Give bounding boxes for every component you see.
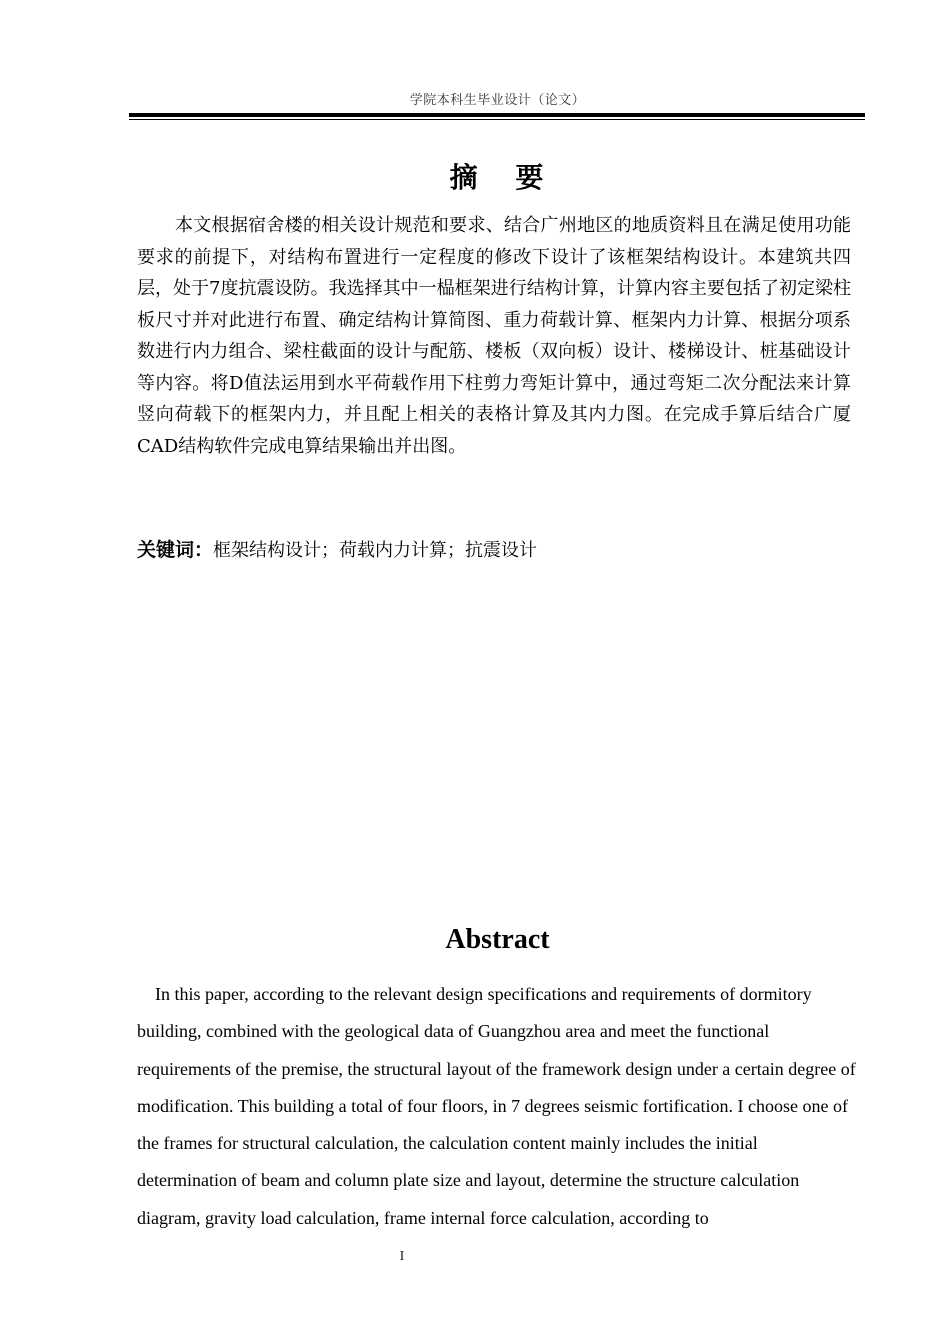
running-header: 学院本科生毕业设计（论文） bbox=[409, 93, 586, 108]
english-abstract-title: Abstract bbox=[445, 924, 550, 955]
chinese-abstract-title: 摘 要 bbox=[449, 161, 546, 194]
keywords-line bbox=[137, 537, 537, 564]
chinese-abstract-body: 本文根据宿舍楼的相关设计规范和要求、结合广州地区的地质资料且在满足使用功能要求的前提下，对结构布置进行一定程度的修改下设计了该框架结构设计。本建筑共四层，处于7度抗震设防。我选择其中一榀框架进行结构计算，计算内容主要包括了初定梁柱板尺寸并对此进行布置、确定结构计算简图、重力荷载计算、框架内力计算、根据分项系数进行内力组合、梁柱截面的设计与配筋、楼板（双向板）设计、楼梯设计、桩基础设计等内容。将D值法运用到水平荷载作用下柱剪力弯矩计算中，通过弯矩二次分配法来计算竖向荷载下的框架内力，并且配上相关的表格计算及其内力图。在完成手算后结合广厦CAD结构软件完成电算结果输出并出图。 bbox=[137, 215, 851, 457]
english-abstract-body: In this paper, according to the relevant design specifications and requirements of dormitory building, combined with the geological data of Guangzhou area and meet the functional requirements of the premise, the structural layout of the framework design under a certain degree of modification. This building a total of four floors, in 7 degrees seismic fortification. I choose one of the frames for structural calculation, the calculation content mainly includes the initial determination of beam and column plate size and layout, determine the structure calculation diagram, gravity load calculation, frame internal force calculation, according to bbox=[137, 984, 856, 1228]
page-number: I bbox=[399, 1249, 405, 1264]
keywords-label: 关键词： bbox=[137, 539, 214, 561]
header-rule-thick bbox=[129, 113, 865, 117]
keywords-text: 框架结构设计；荷载内力计算；抗震设计 bbox=[213, 540, 538, 561]
header-rule-thin bbox=[129, 119, 865, 120]
